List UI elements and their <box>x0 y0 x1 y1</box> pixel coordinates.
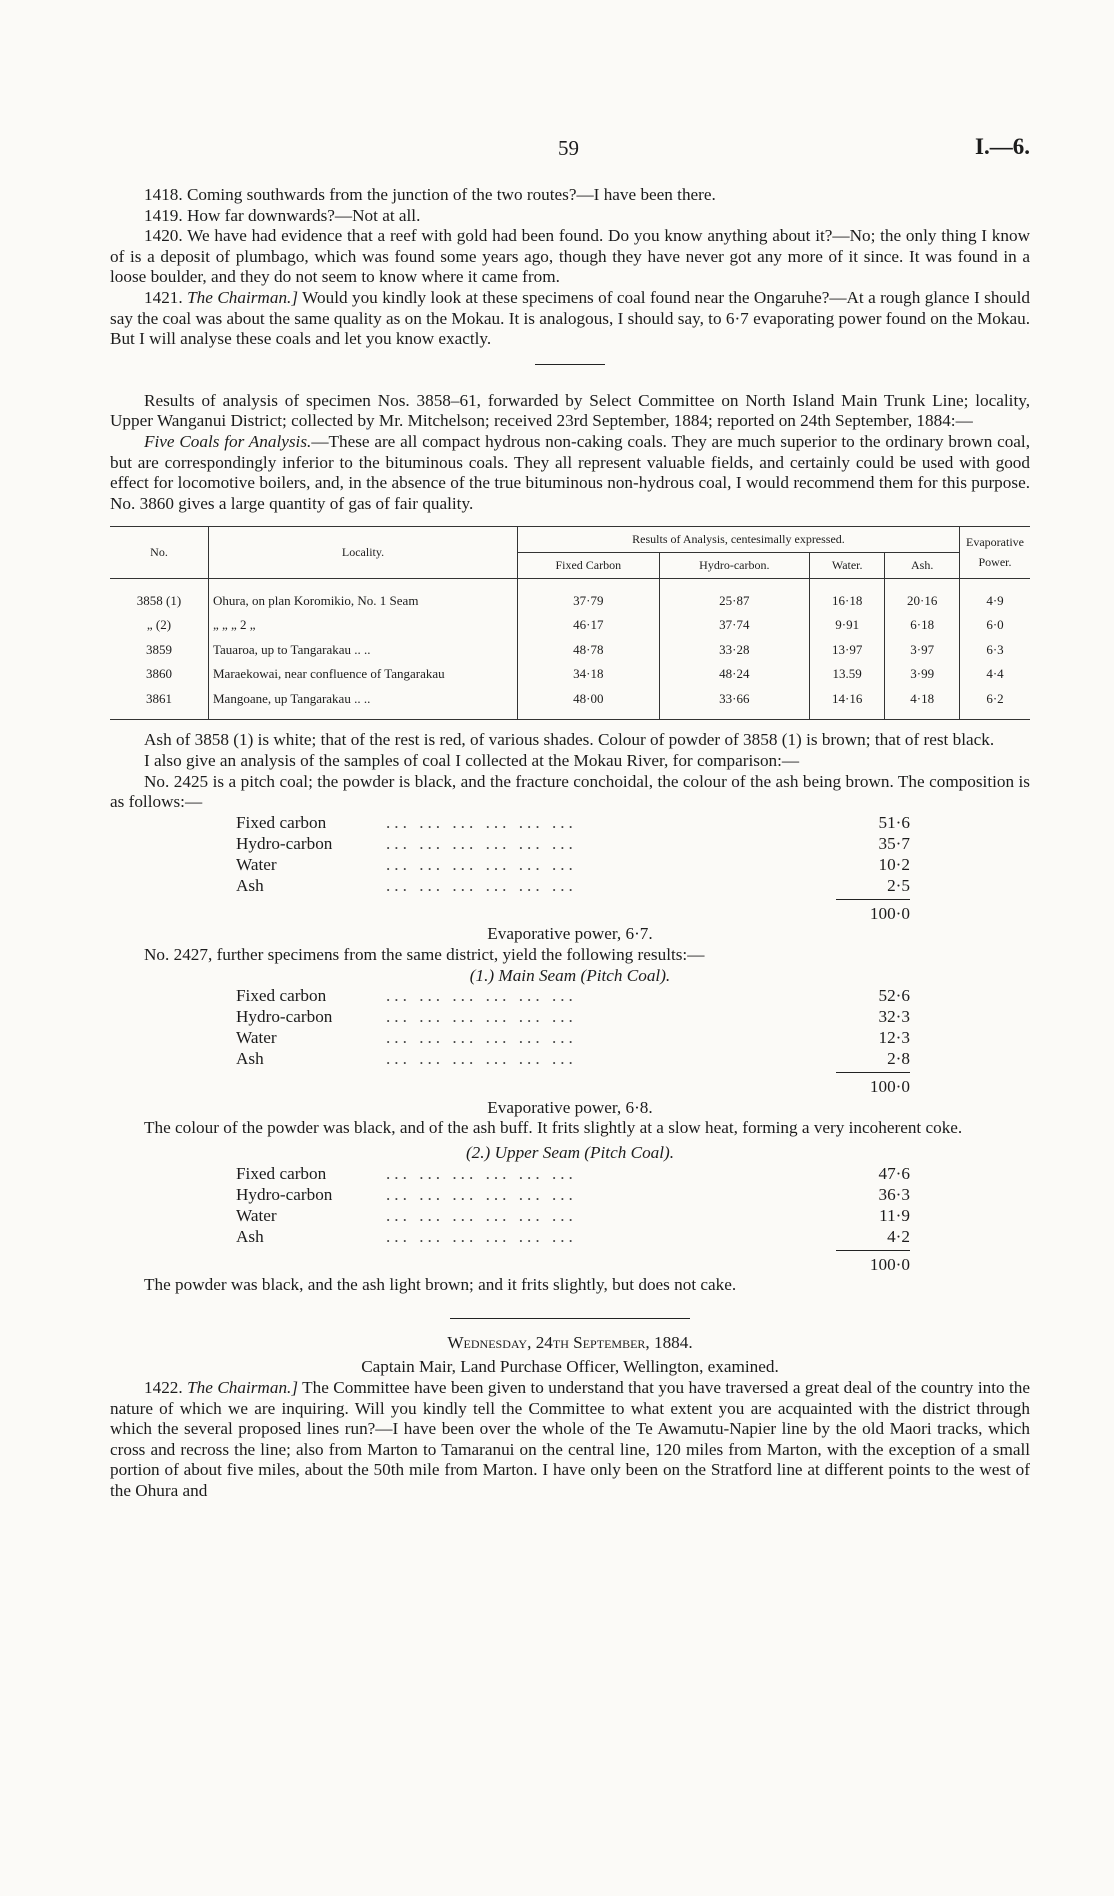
component-label: Fixed carbon <box>236 986 327 1006</box>
cell-hydro: 33·28 <box>659 638 809 663</box>
mokau-intro: I also give an analysis of the samples of coal I collected at the Mokau River, for comparison:— <box>144 751 800 771</box>
component-label: Hydro-carbon <box>236 1007 333 1027</box>
cell-no: „ (2) <box>110 613 209 638</box>
component-value: 4·2 <box>887 1226 910 1246</box>
component-label: Ash <box>236 1226 264 1246</box>
cell-no: 3861 <box>110 687 209 720</box>
cell-fixed: 48·00 <box>518 687 660 720</box>
leader-dots: ... ... ... ... ... ... <box>386 854 577 874</box>
cell-ash: 3·97 <box>885 638 960 663</box>
component-label: Water <box>236 854 277 874</box>
paragraph-1420: 1420. We have had evidence that a reef with gold had been found. Do you know anything about it?—No; the only thing I know of is a deposit of plumbago, which was found some years ago, though they have never got any more of it since. It was found in a loose boulder, and they do not seem to know where it came from. <box>110 226 1030 287</box>
composition-row <box>236 1185 910 1206</box>
cell-no: 3858 (1) <box>110 578 209 613</box>
paragraph-1418: 1418. Coming southwards from the junction of the two routes?—I have been there. <box>144 185 716 204</box>
evaporative-power-main-seam: Evaporative power, 6·8. <box>487 1097 653 1117</box>
composition-row <box>236 834 910 855</box>
divider <box>535 364 605 365</box>
composition-row <box>236 855 910 876</box>
evaporative-power-2425: Evaporative power, 6·7. <box>487 924 653 944</box>
witness-line: Captain Mair, Land Purchase Officer, Wellington, examined. <box>361 1357 779 1377</box>
table-row <box>110 687 1030 720</box>
component-value: 12·3 <box>878 1028 910 1048</box>
table-row <box>110 578 1030 613</box>
leader-dots: ... ... ... ... ... ... <box>386 1226 577 1246</box>
col-no: No. <box>110 527 209 578</box>
composition-row <box>236 1206 910 1227</box>
cell-evap: 6·3 <box>986 641 1004 657</box>
composition-total: 100·0 <box>836 899 910 925</box>
cell-ash: 4·18 <box>885 687 960 720</box>
cell-water: 9·91 <box>810 613 885 638</box>
leader-dots: ... ... ... ... ... ... <box>386 1049 577 1069</box>
leader-dots: ... ... ... ... ... ... <box>386 833 577 853</box>
cell-fixed: 37·79 <box>518 578 660 613</box>
leader-dots: ... ... ... ... ... ... <box>386 1205 577 1225</box>
leader-dots: ... ... ... ... ... ... <box>386 1184 577 1204</box>
page-number: 59 <box>558 136 579 160</box>
component-label: Ash <box>236 1049 264 1069</box>
cell-hydro: 33·66 <box>659 687 809 720</box>
cell-water: 13·97 <box>810 638 885 663</box>
component-label: Fixed carbon <box>236 812 327 832</box>
cell-hydro: 37·74 <box>659 613 809 638</box>
component-value: 47·6 <box>878 1163 910 1183</box>
composition-upper-seam <box>236 1164 910 1248</box>
speaker: The Chairman.] <box>187 287 299 307</box>
cell-locality: Mangoane, up Tangarakau .. .. <box>209 687 518 720</box>
component-value: 52·6 <box>878 986 910 1006</box>
cell-evap: 4·9 <box>986 592 1004 608</box>
paragraph-1422: 1422. The Chairman.] The Committee have been given to understand that you have traversed a great deal of the country into the nature of which we are inquiring. Will you kindly tell the Committee to what extent you are acquainted with the district through which the several proposed lines run?—I have been over the whole of the Te Awamutu-Napier line by the old Maori tracks, which cross and recross the line; also from Marton to Tamaranui on the central line, 120 miles from Marton, with the exception of a small portion of about five miles, about the 50th mile from Marton. I have only been on the Stratford line at different points to the west of the Ohura and <box>110 1377 1030 1500</box>
cell-evap: 6·0 <box>986 617 1004 633</box>
composition-row <box>236 876 910 897</box>
composition-total: 100·0 <box>836 1250 910 1276</box>
date-heading: Wednesday, 24th September, 1884. <box>447 1332 693 1352</box>
cell-water: 16·18 <box>810 578 885 613</box>
component-label: Hydro-carbon <box>236 833 333 853</box>
leader-dots: ... ... ... ... ... ... <box>386 986 577 1006</box>
component-value: 36·3 <box>878 1184 910 1204</box>
col-hydro: Hydro-carbon. <box>659 552 809 578</box>
col-water: Water. <box>810 552 885 578</box>
composition-row <box>236 1028 910 1049</box>
cell-locality: „ „ „ 2 „ <box>209 613 518 638</box>
composition-2425 <box>236 813 910 897</box>
divider <box>450 1318 690 1319</box>
powder-note: The powder was black, and the ash light brown; and it frits slightly, but does not cake. <box>144 1275 737 1295</box>
paragraph-1419: 1419. How far downwards?—Not at all. <box>144 205 421 225</box>
composition-row <box>236 1049 910 1070</box>
composition-main-seam <box>236 986 910 1070</box>
cell-evap: 4·4 <box>986 666 1004 682</box>
leader-dots: ... ... ... ... ... ... <box>386 875 577 895</box>
cell-fixed: 48·78 <box>518 638 660 663</box>
five-coals-paragraph: Five Coals for Analysis.—These are all compact hydrous non-caking coals. They are much superior to the ordinary brown coal, but are correspondingly inferior to the bituminous coals. They all represent valuable fields, and certainly could be used with good effect for locomotive boilers, and, in the absence of the true bituminous non-hydrous coal, I would recommend them for this purpose. No. 3860 gives a large quantity of gas of fair quality. <box>110 431 1031 513</box>
analysis-table <box>110 526 1030 720</box>
col-ash: Ash. <box>885 552 960 578</box>
page-body <box>110 185 1030 1502</box>
cell-locality: Ohura, on plan Koromikio, No. 1 Seam <box>209 578 518 613</box>
component-label: Hydro-carbon <box>236 1184 333 1204</box>
composition-row <box>236 1007 910 1028</box>
col-evap: Evaporative Power. <box>966 534 1024 570</box>
table-row <box>110 613 1030 638</box>
cell-fixed: 34·18 <box>518 662 660 687</box>
results-intro: Results of analysis of specimen Nos. 3858–61, forwarded by Select Committee on North Island Main Trunk Line; locality, Upper Wanganui District; collected by Mr. Mitchelson; received 23rd September, 1884; reported on 24th September, 1884:— <box>110 390 1030 431</box>
cell-locality: Tauaroa, up to Tangarakau .. .. <box>209 638 518 663</box>
col-locality: Locality. <box>209 527 518 578</box>
table-row <box>110 662 1030 687</box>
no2427-paragraph: No. 2427, further specimens from the same district, yield the following results:— <box>144 945 705 965</box>
table-row <box>110 638 1030 663</box>
component-label: Ash <box>236 875 264 895</box>
composition-row <box>236 986 910 1007</box>
upper-seam-title: (2.) Upper Seam (Pitch Coal). <box>465 1143 675 1162</box>
component-value: 2·8 <box>887 1049 910 1069</box>
component-value: 2·5 <box>887 875 910 895</box>
paragraph-1421: 1421. The Chairman.] Would you kindly look at these specimens of coal found near the Ongaruhe?—At a rough glance I should say the coal was about the same quality as on the Mokau. It is analogous, I should say, to 6·7 evaporating power found on the Mokau. But I will analyse these coals and let you know exactly. <box>110 287 1030 349</box>
component-value: 11·9 <box>879 1205 910 1225</box>
col-results: Results of Analysis, centesimally expressed. <box>518 527 960 553</box>
cell-ash: 20·16 <box>885 578 960 613</box>
colour-note: The colour of the powder was black, and of the ash buff. It frits slightly at a slow heat, forming a very incoherent coke. <box>144 1118 963 1138</box>
cell-locality: Maraekowai, near confluence of Tangarakau <box>209 662 518 687</box>
cell-ash: 3·99 <box>885 662 960 687</box>
component-value: 32·3 <box>878 1007 910 1027</box>
component-value: 51·6 <box>878 812 910 832</box>
cell-water: 14·16 <box>810 687 885 720</box>
component-label: Water <box>236 1028 277 1048</box>
leader-dots: ... ... ... ... ... ... <box>386 1163 577 1183</box>
leader-dots: ... ... ... ... ... ... <box>386 1028 577 1048</box>
document-reference: I.—6. <box>975 134 1030 159</box>
cell-fixed: 46·17 <box>518 613 660 638</box>
component-label: Fixed carbon <box>236 1163 327 1183</box>
leader-dots: ... ... ... ... ... ... <box>386 812 577 832</box>
cell-evap: 6·2 <box>986 690 1004 706</box>
composition-total: 100·0 <box>836 1072 910 1098</box>
component-label: Water <box>236 1205 277 1225</box>
component-value: 35·7 <box>878 833 910 853</box>
cell-no: 3859 <box>110 638 209 663</box>
cell-hydro: 25·87 <box>659 578 809 613</box>
cell-no: 3860 <box>110 662 209 687</box>
leader-dots: ... ... ... ... ... ... <box>386 1007 577 1027</box>
ash-note: Ash of 3858 (1) is white; that of the rest is red, of various shades. Colour of powder of 3858 (1) is brown; that of rest black. <box>144 730 995 750</box>
speaker: The Chairman.] <box>187 1377 299 1397</box>
component-value: 10·2 <box>878 854 910 874</box>
composition-row <box>236 1227 910 1248</box>
composition-row <box>236 813 910 834</box>
cell-hydro: 48·24 <box>659 662 809 687</box>
col-fixed: Fixed Carbon <box>518 552 660 578</box>
composition-row <box>236 1164 910 1185</box>
cell-ash: 6·18 <box>885 613 960 638</box>
cell-water: 13.59 <box>810 662 885 687</box>
page-header <box>110 136 1030 166</box>
main-seam-title: (1.) Main Seam (Pitch Coal). <box>469 965 671 985</box>
no2425-paragraph: No. 2425 is a pitch coal; the powder is black, and the fracture conchoidal, the colour of the ash being brown. The composition is as follows:— <box>110 771 1030 812</box>
